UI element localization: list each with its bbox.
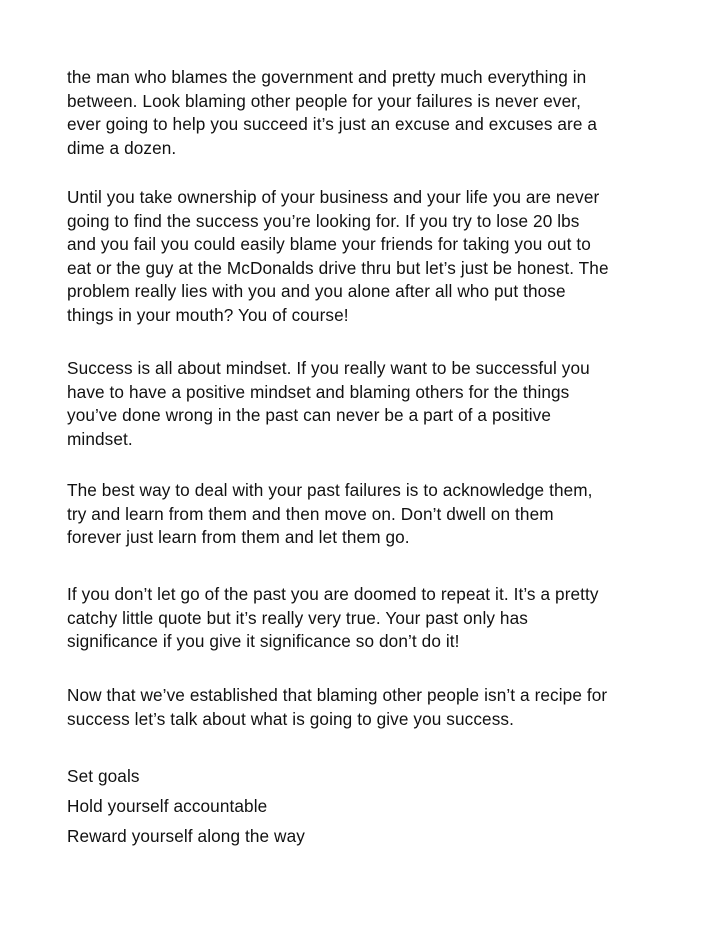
paragraph-line: the man who blames the government and pretty much everything in	[67, 67, 587, 87]
paragraph-line: Success is all about mindset. If you really want to be successful you	[67, 358, 590, 378]
paragraph-line: significance if you give it significance so don’t do it!	[67, 631, 460, 652]
paragraph-line: catchy little quote but it’s really very true. Your past only has	[67, 607, 528, 628]
list-item-set-goals: Set goals	[67, 766, 140, 786]
paragraph-line: between. Look blaming other people for your failures is never ever,	[67, 90, 582, 111]
paragraph-line: Until you take ownership of your business and your life you are never	[67, 187, 600, 207]
paragraph-line: ever going to help you succeed it’s just an excuse and excuses are a	[67, 114, 598, 135]
paragraph-3	[67, 357, 667, 451]
paragraph-line: eat or the guy at the McDonalds drive thru but let’s just be honest. The	[67, 257, 609, 278]
paragraph-line: If you don’t let go of the past you are doomed to repeat it. It’s a pretty	[67, 584, 599, 604]
paragraph-5	[67, 583, 667, 654]
paragraph-2	[67, 186, 667, 328]
paragraph-line: Now that we’ve established that blaming other people isn’t a recipe for	[67, 685, 608, 705]
paragraph-line: going to find the success you’re looking for. If you try to lose 20 lbs	[67, 210, 580, 231]
list-item-reward-yourself: Reward yourself along the way	[67, 826, 305, 846]
paragraph-line: dime a dozen.	[67, 137, 177, 158]
paragraph-line: success let’s talk about what is going to give you success.	[67, 708, 514, 729]
paragraph-line: forever just learn from them and let them go.	[67, 527, 410, 548]
paragraph-line: things in your mouth? You of course!	[67, 304, 349, 325]
paragraph-line: you’ve done wrong in the past can never be a part of a positive	[67, 405, 552, 426]
paragraph-4	[67, 479, 667, 550]
paragraph-line: mindset.	[67, 428, 133, 449]
paragraph-1	[67, 66, 667, 160]
paragraph-line: problem really lies with you and you alone after all who put those	[67, 281, 566, 302]
paragraph-line: and you fail you could easily blame your friends for taking you out to	[67, 234, 591, 255]
paragraph-line: try and learn from them and then move on. Don’t dwell on them	[67, 503, 554, 524]
list-item-hold-accountable: Hold yourself accountable	[67, 796, 268, 816]
paragraph-line: The best way to deal with your past failures is to acknowledge them,	[67, 480, 593, 500]
paragraph-line: have to have a positive mindset and blaming others for the things	[67, 381, 570, 402]
paragraph-6	[67, 684, 667, 731]
